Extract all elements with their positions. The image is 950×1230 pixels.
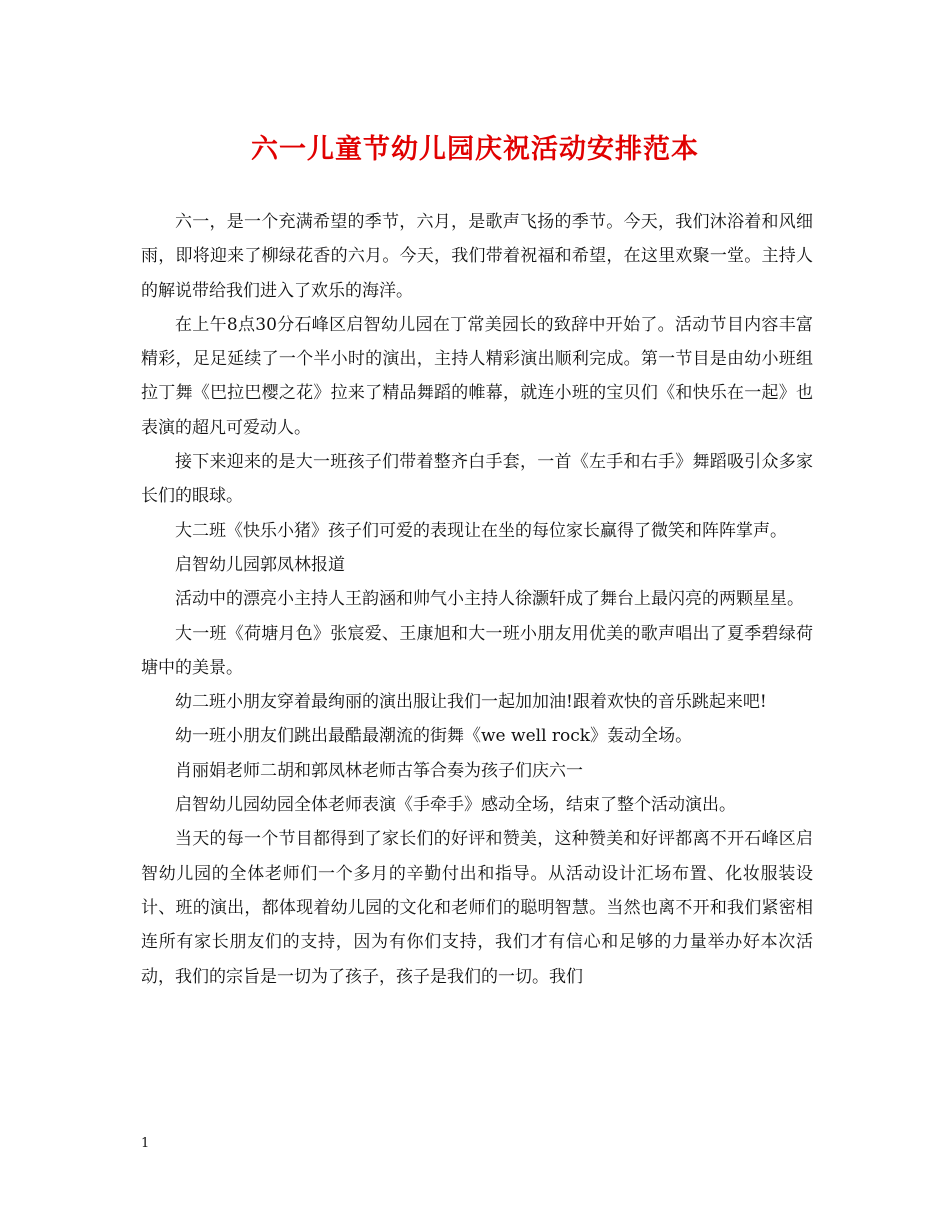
paragraph: 启智幼儿园郭凤林报道 — [175, 554, 345, 575]
paragraph: 幼一班小朋友们跳出最酷最潮流的街舞《we well rock》轰动全场。 — [175, 726, 693, 747]
paragraph: 肖丽娟老师二胡和郭凤林老师古筝合奏为孩子们庆六一 — [175, 760, 583, 781]
paragraph: 幼二班小朋友穿着最绚丽的演出服让我们一起加加油!跟着欢快的音乐跳起来吧! — [175, 692, 767, 713]
paragraph: 当天的每一个节目都得到了家长们的好评和赞美，这种赞美和好评都离不开石峰区启智幼儿园的全体老师们一个多月的辛勤付出和指导。从活动设计汇场布置、化妆服装设计、班的演出，都体现着幼儿园的文化和老师们的聪明智慧。当然也离不开和我们紧密相连所有家长朋友们的支持，因为有你们支持，我们才有信心和足够的力量举办好本次活动，我们的宗旨是一切为了孩子，孩子是我们的一切。我们 — [141, 829, 813, 987]
document-title: 六一儿童节幼儿园庆祝活动安排范本 — [251, 134, 699, 165]
paragraph: 六一，是一个充满希望的季节，六月，是歌声飞扬的季节。今天，我们沐浴着和风细雨，即将迎来了柳绿花香的六月。今天，我们带着祝福和希望，在这里欢聚一堂。主持人的解说带给我们进入了欢乐的海洋。 — [141, 212, 813, 301]
page-number: 1 — [141, 1136, 150, 1151]
paragraph: 活动中的漂亮小主持人王韵涵和帅气小主持人徐灏轩成了舞台上最闪亮的两颗星星。 — [175, 589, 804, 610]
paragraph: 在上午8点30分石峰区启智幼儿园在丁常美园长的致辞中开始了。活动节目内容丰富精彩，足足延续了一个半小时的演出，主持人精彩演出顺利完成。第一节目是由幼小班组拉丁舞《巴拉巴樱之花》拉来了精品舞蹈的帷幕，就连小班的宝贝们《和快乐在一起》也表演的超凡可爱动人。 — [141, 314, 813, 438]
paragraph: 接下来迎来的是大一班孩子们带着整齐白手套，一首《左手和右手》舞蹈吸引众多家长们的眼球。 — [141, 452, 813, 507]
paragraph: 大一班《荷塘月色》张宸爱、王康旭和大一班小朋友用优美的歌声唱出了夏季碧绿荷塘中的美景。 — [141, 623, 813, 678]
paragraph: 启智幼儿园幼园全体老师表演《手牵手》感动全场，结束了整个活动演出。 — [175, 795, 736, 816]
paragraph: 大二班《快乐小猪》孩子们可爱的表现让在坐的每位家长赢得了微笑和阵阵掌声。 — [175, 520, 787, 541]
document-body — [141, 205, 813, 994]
